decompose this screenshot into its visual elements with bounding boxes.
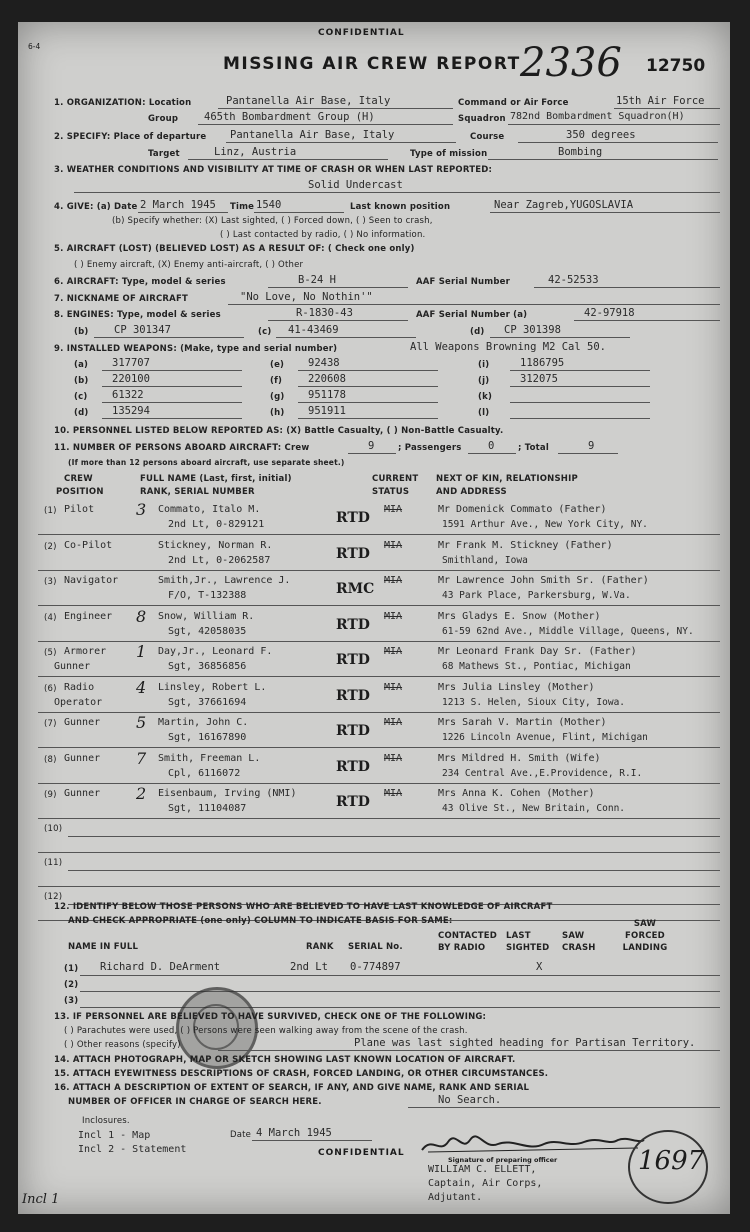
crew-status: MIA [384,717,403,728]
crew-rtd-mark: RTD [336,616,370,633]
w-row-num-2: (2) [64,980,79,990]
weapon-key: (i) [478,360,490,370]
crew-position: Gunner [64,752,101,764]
crew-empty-row-number: (12) [44,892,63,902]
crew-status: MIA [384,539,403,551]
crew-position: Radio [64,681,95,693]
label-aircraft-lost: 5. AIRCRAFT (LOST) (BELIEVED LOST) AS A RESULT OF: ( Check one only) [54,244,415,254]
crew-rank-serial: 2nd Lt, 0-829121 [168,519,265,530]
crew-name: Day,Jr., Leonard F. [158,646,273,657]
witness-serial: 0-774897 [350,961,401,973]
label-engines: 8. ENGINES: Type, model & series [54,310,221,320]
witness-last-sighted-mark: X [536,961,543,973]
label-attach-eyewitness: 15. ATTACH EYEWITNESS DESCRIPTIONS OF CRASH, FORCED LANDING, OR OTHER CIRCUMSTANCES. [54,1069,549,1079]
label-survived: 13. IF PERSONNEL ARE BELIEVED TO HAVE SURVIVED, CHECK ONE OF THE FOLLOWING: [54,1012,487,1022]
w-header-serial: SERIAL No. [348,942,403,952]
value-engine-d: CP 301398 [504,324,561,336]
weapon-serial: 92438 [308,357,340,369]
crew-name: Snow, William R. [158,610,255,622]
weapon-key: (h) [270,408,285,418]
crew-position: Engineer [64,610,113,622]
weapon-serial: 135294 [112,405,150,417]
label-target: Target [148,149,180,159]
label-identify-2: AND CHECK APPROPRIATE (one only) COLUMN TO INDICATE BASIS FOR SAME: [68,916,453,926]
label-aircraft: 6. AIRCRAFT: Type, model & series [54,277,226,287]
w-header-rank: RANK [306,942,334,952]
weapon-key: (d) [74,408,89,418]
crew-name: Smith, Freeman L. [158,752,261,764]
label-give: 4. GIVE: (a) Date [54,202,138,212]
label-engine-d: (d) [470,327,485,337]
crew-empty-row-number: (11) [44,858,63,868]
crew-position: Gunner [64,717,101,728]
crew-number: (4) [44,612,57,623]
crew-name: Eisenbaum, Irving (NMI) [158,788,297,799]
w-header-sighted: LAST SIGHTED [506,931,550,953]
crew-number: (1) [44,506,57,516]
value-departure: Pantanella Air Base, Italy [230,129,395,141]
crew-status: MIA [384,788,403,799]
crew-order-mark: 2 [136,784,147,803]
label-group: Group [148,114,179,124]
crew-status: MIA [384,610,403,622]
crew-rank-serial: Sgt, 16167890 [168,732,247,743]
crew-order-mark: 5 [136,713,147,732]
weapon-key: (g) [270,392,285,402]
weapon-serial: 951911 [308,405,346,417]
value-engine-c: 41-43469 [288,324,339,336]
value-total: 9 [588,440,595,452]
inclosure-1: Incl 1 - Map [78,1130,151,1141]
label-command: Command or Air Force [458,98,569,108]
signer-title: Adjutant. [428,1192,483,1203]
crew-name: Smith,Jr., Lawrence J. [158,575,291,586]
value-nickname: "No Love, No Nothin'" [240,291,373,303]
crew-next-of-kin: Mr Leonard Frank Day Sr. (Father) [438,646,637,657]
witness-name: Richard D. DeArment [100,961,221,973]
weapon-key: (a) [74,360,89,370]
report-number: 12750 [646,56,706,76]
crew-address: 1591 Arthur Ave., New York City, NY. [442,519,648,530]
crew-rank-serial: Sgt, 11104087 [168,803,247,814]
label-passengers: ; Passengers [398,443,462,453]
handwritten-signature [418,1134,648,1156]
crew-rtd-mark: RTD [336,652,370,668]
confidential-top: CONFIDENTIAL [318,28,405,38]
label-attach-search-2: NUMBER OF OFFICER IN CHARGE OF SEARCH HERE. [68,1097,322,1107]
label-attach-photo: 14. ATTACH PHOTOGRAPH, MAP OR SKETCH SHOWING LAST KNOWN LOCATION OF AIRCRAFT. [54,1055,516,1065]
crew-order-mark: 1 [136,642,147,661]
value-squadron: 782nd Bombardment Squadron(H) [510,111,685,122]
value-footer-date: 4 March 1945 [256,1127,332,1139]
crew-number: (2) [44,541,57,552]
crew-header-crew: CREW [64,474,93,484]
crew-order-mark: 3 [136,500,147,519]
inclosure-2: Incl 2 - Statement [78,1144,187,1155]
value-course: 350 degrees [566,129,636,141]
crew-rank-serial: Sgt, 36856856 [168,661,247,672]
value-engine-type: R-1830-43 [296,307,353,319]
weapon-serial: 61322 [112,389,144,401]
crew-number: (8) [44,754,57,765]
crew-header-kin: NEXT OF KIN, RELATIONSHIP [436,474,578,484]
crew-rank-serial: Sgt, 37661694 [168,696,247,708]
weapon-key: (b) [74,376,89,386]
value-other-reason: Plane was last sighted heading for Partisan Territory. [354,1037,696,1049]
value-date: 2 March 1945 [140,199,216,211]
crew-header-status: STATUS [372,487,410,497]
crew-order-mark: 8 [136,606,147,626]
crew-position: Gunner [64,788,101,799]
weapon-serial: 312075 [520,373,558,385]
crew-rtd-mark: RTD [336,510,370,526]
crew-next-of-kin: Mrs Gladys E. Snow (Mother) [438,610,601,622]
crew-status: MIA [384,504,403,515]
crew-next-of-kin: Mrs Anna K. Cohen (Mother) [438,788,595,799]
w-header-name: NAME IN FULL [68,942,139,952]
label-course: Course [470,132,505,142]
note-separate-sheet: (If more than 12 persons aboard aircraft, use separate sheet.) [68,458,345,467]
crew-name: Martin, John C. [158,717,249,728]
value-aircraft-type: B-24 H [298,274,336,286]
label-engine-c: (c) [258,327,272,337]
crew-address: 234 Central Ave.,E.Providence, R.I. [442,767,643,779]
crew-header-name: FULL NAME (Last, first, initial) [140,474,292,484]
crew-rank-serial: 2nd Lt, 0-2062587 [168,554,271,566]
value-crew: 9 [368,440,375,452]
crew-position-2: Operator [54,696,103,708]
crew-empty-row-number: (10) [44,824,63,834]
confidential-bottom: CONFIDENTIAL [318,1148,405,1158]
weapon-key: (f) [270,376,283,386]
label-weapons: 9. INSTALLED WEAPONS: (Make, type and serial number) [54,344,338,354]
crew-number: (3) [44,577,57,587]
value-engine-a: 42-97918 [584,307,635,319]
crew-next-of-kin: Mrs Mildred H. Smith (Wife) [438,752,601,764]
weapon-serial: 220100 [112,373,150,385]
value-weapons-desc: All Weapons Browning M2 Cal 50. [410,341,606,353]
survived-line-2: ( ) Other reasons (specify) [64,1040,181,1050]
crew-rank-serial: Sgt, 42058035 [168,625,247,637]
weapon-serial: 220608 [308,373,346,385]
crew-position-2: Gunner [54,661,91,672]
crew-name: Commato, Italo M. [158,504,261,515]
value-passengers: 0 [488,440,495,452]
label-specify: 2. SPECIFY: Place of departure [54,132,207,142]
w-row-num-1: (1) [64,964,79,974]
crew-address: 1226 Lincoln Avenue, Flint, Michigan [442,732,648,743]
weapon-key: (l) [478,408,490,418]
crew-rank-serial: Cpl, 6116072 [168,767,241,779]
specify-whether: (b) Specify whether: (X) Last sighted, ( ) Forced down, ( ) Seen to crash, [112,216,433,226]
crew-rtd-mark: RMC [336,581,375,597]
label-time: Time [230,202,255,212]
crew-position: Armorer [64,646,107,657]
weapon-key: (c) [74,392,88,402]
value-time: 1540 [256,199,282,211]
bottom-left-note: Incl 1 [22,1192,60,1207]
crew-rtd-mark: RTD [336,723,370,739]
crew-address: 43 Olive St., New Britain, Conn. [442,803,626,814]
crew-name: Stickney, Norman R. [158,539,273,551]
crew-rtd-mark: RTD [336,545,370,562]
value-group: 465th Bombardment Group (H) [204,111,375,123]
crew-rtd-mark: RTD [336,687,370,704]
value-position: Near Zagreb,YUGOSLAVIA [494,199,634,211]
crew-header-current: CURRENT [372,474,419,484]
page-title: MISSING AIR CREW REPORT [223,54,521,74]
label-squadron: Squadron [458,114,506,124]
w-header-forced: SAW FORCED LANDING [622,919,668,953]
crew-next-of-kin: Mrs Sarah V. Martin (Mother) [438,717,607,728]
signature-label: Signature of preparing officer [448,1156,558,1164]
crew-status: MIA [384,752,403,764]
label-mission: Type of mission [410,149,488,159]
label-engine-serial: AAF Serial Number (a) [416,310,528,320]
weapon-key: (j) [478,376,490,386]
value-weather: Solid Undercast [308,179,403,191]
crew-position: Co-Pilot [64,539,113,551]
crew-next-of-kin: Mr Domenick Commato (Father) [438,504,607,515]
crew-header-position: POSITION [56,487,104,497]
crew-rtd-mark: RTD [336,794,370,810]
value-aaf-serial: 42-52533 [548,274,599,286]
crew-rtd-mark: RTD [336,758,370,775]
crew-number: (9) [44,790,57,800]
weapon-key: (e) [270,360,285,370]
crew-order-mark: 4 [136,677,147,697]
crew-next-of-kin: Mr Lawrence John Smith Sr. (Father) [438,575,649,586]
crew-number: (7) [44,719,57,729]
inclosures-label: Inclosures. [82,1116,130,1126]
crew-status: MIA [384,646,403,657]
value-command: 15th Air Force [616,95,705,107]
crew-address: 43 Park Place, Parkersburg, W.Va. [442,590,631,601]
handwritten-number: 2336 [520,40,622,86]
report-sheet [18,22,730,1214]
value-mission: Bombing [558,146,603,158]
crew-rank-serial: F/O, T-132388 [168,590,247,601]
crew-number: (6) [44,683,57,694]
crew-next-of-kin: Mrs Julia Linsley (Mother) [438,681,595,693]
crew-address: 68 Mathews St., Pontiac, Michigan [442,661,631,672]
crew-header-address: AND ADDRESS [436,487,507,497]
weapon-serial: 317707 [112,357,150,369]
crew-status: MIA [384,681,403,693]
value-target: Linz, Austria [214,146,297,158]
crew-status: MIA [384,575,403,586]
w-header-crash: SAW CRASH [562,931,596,953]
crew-position: Pilot [64,504,95,515]
signer-name: WILLIAM C. ELLETT, [428,1164,537,1175]
circled-number: 1697 [638,1146,705,1176]
crew-header-rank: RANK, SERIAL NUMBER [140,487,255,497]
label-attach-search-1: 16. ATTACH A DESCRIPTION OF EXTENT OF SEARCH, IF ANY, AND GIVE NAME, RANK AND SERIAL [54,1083,530,1093]
label-identify-1: 12. IDENTIFY BELOW THOSE PERSONS WHO ARE BELIEVED TO HAVE LAST KNOWLEDGE OF AIRCRAFT [54,902,553,912]
weapon-key: (k) [478,392,493,402]
aircraft-lost-options: ( ) Enemy aircraft, (X) Enemy anti-aircraft, ( ) Other [74,260,304,270]
label-organization: 1. ORGANIZATION: Location [54,98,192,108]
label-nickname: 7. NICKNAME OF AIRCRAFT [54,294,188,304]
signer-rank: Captain, Air Corps, [428,1178,543,1189]
w-header-radio: CONTACTED BY RADIO [438,931,497,953]
weapon-serial: 951178 [308,389,346,401]
crew-address: 61-59 62nd Ave., Middle Village, Queens, NY. [442,625,694,637]
crew-position: Navigator [64,575,119,586]
label-engine-b: (b) [74,327,89,337]
witness-rank: 2nd Lt [290,961,328,973]
value-location: Pantanella Air Base, Italy [226,95,391,107]
corner-mark: 6-4 [28,42,41,51]
label-position: Last known position [350,202,451,212]
label-total: ; Total [518,443,549,453]
crew-name: Linsley, Robert L. [158,681,267,693]
crew-address: 1213 S. Helen, Sioux City, Iowa. [442,696,626,708]
label-personnel-reported: 10. PERSONNEL LISTED BELOW REPORTED AS: (X) Battle Casualty, ( ) Non-Battle Casualty. [54,426,504,436]
value-search: No Search. [438,1094,502,1106]
label-persons-aboard: 11. NUMBER OF PERSONS ABOARD AIRCRAFT: Crew [54,443,310,453]
label-footer-date: Date [230,1130,252,1140]
crew-address: Smithland, Iowa [442,554,528,566]
label-weather: 3. WEATHER CONDITIONS AND VISIBILITY AT TIME OF CRASH OR WHEN LAST REPORTED: [54,165,493,175]
w-row-num-3: (3) [64,996,79,1006]
specify-whether-2: ( ) Last contacted by radio, ( ) No information. [220,230,426,240]
crew-order-mark: 7 [136,748,147,768]
survived-line-1: ( ) Parachutes were used, ( ) Persons were seen walking away from the scene of the crash. [64,1026,468,1036]
crew-next-of-kin: Mr Frank M. Stickney (Father) [438,539,613,551]
label-aaf-serial: AAF Serial Number [416,277,510,287]
value-engine-b: CP 301347 [114,324,171,336]
weapon-serial: 1186795 [520,357,565,369]
crew-number: (5) [44,648,57,658]
